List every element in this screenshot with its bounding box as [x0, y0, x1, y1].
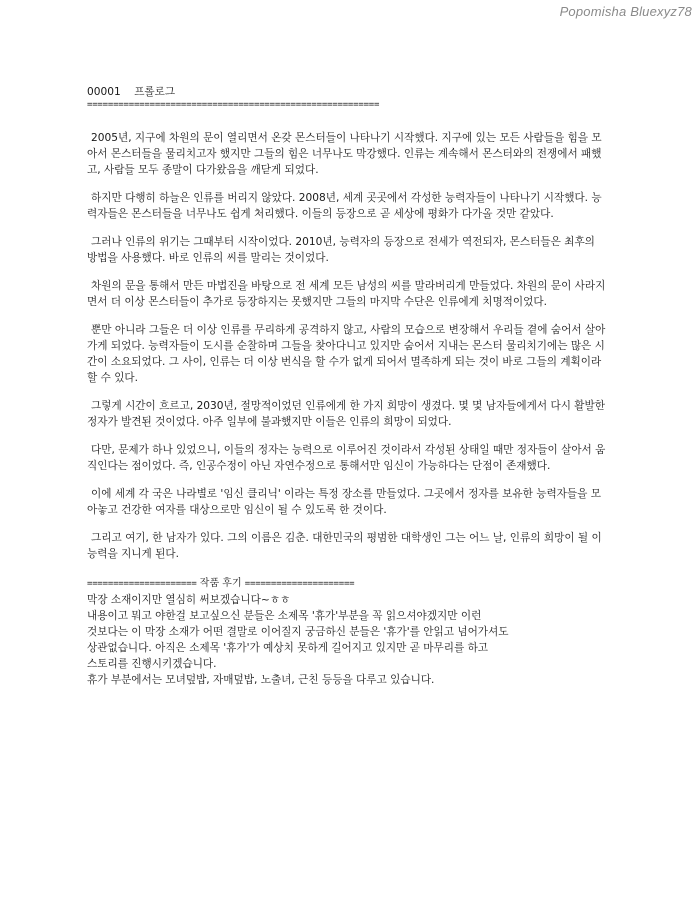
note-line-1: 막장 소재이지만 열심히 써보겠습니다~ㅎㅎ: [87, 594, 291, 606]
note-rule-right: =====================: [244, 579, 355, 589]
paragraph-7: 다만, 문제가 하나 있었으니, 이들의 정자는 능력으로 이루어진 것이라서 각성된 상태일 때만 정자들이 살아서 움직인다는 점이었다. 즉, 인공수정이 아닌 자연수정으로 통해서만 임신이 가능하다는 단점이 존재했다.: [87, 444, 606, 472]
paragraph-5: 뿐만 아니라 그들은 더 이상 인류를 무리하게 공격하지 않고, 사람의 모습으로 변장해서 우리들 곁에 숨어서 살아가게 되었다. 능력자들이 도시를 순찰하며 그들을 찾아다니고 있지만 숨어서 지내는 몬스터 물리치기에는 많은 시간이 소요되었다. 그 사이, 인류는 더 이상 번식을 할 수가 없게 되어서 멸족하게 되는 것이 바로 그들의 계획이라 할 수 있다.: [87, 324, 606, 384]
chapter-rule: ========================================================: [87, 100, 380, 110]
note-line-6: 휴가 부분에서는 모녀덮밥, 자매덮밥, 노출녀, 근친 등등을 다루고 있습니다.: [87, 674, 435, 686]
chapter-number: 00001: [87, 86, 121, 98]
note-line-3: 것보다는 이 막장 소재가 어떤 결말로 이어질지 궁금하신 분들은 '휴가'를 안읽고 넘어가셔도: [87, 626, 509, 638]
note-title: 작품 후기: [199, 578, 242, 589]
chapter-header: [87, 84, 607, 100]
paragraph-8: 이에 세계 각 국은 나라별로 '임신 클리닉' 이라는 특정 장소를 만들었다. 그곳에서 정자를 보유한 능력자들을 모아놓고 건강한 여자를 대상으로만 임신이 될 수 있도록 한 것이다.: [87, 488, 601, 516]
paragraph-1: 2005년, 지구에 차원의 문이 열리면서 온갖 몬스터들이 나타나기 시작했다. 지구에 있는 모든 사람들을 힘을 모아서 몬스터들을 물리치고자 했지만 그들의 힘은 너무나도 막강했다. 인류는 계속해서 몬스터와의 전쟁에서 패했고, 사람들 모두 종말이 다가왔음을 깨닫게 되었다.: [87, 132, 602, 176]
note-line-4: 상관없습니다. 아직은 소제목 '휴가'가 예상치 못하게 길어지고 있지만 곧 마무리를 하고: [87, 642, 489, 654]
watermark: Popomisha Bluexyz78: [559, 4, 692, 19]
paragraph-2: 하지만 다행히 하늘은 인류를 버리지 않았다. 2008년, 세계 곳곳에서 각성한 능력자들이 나타나기 시작했다. 능력자들은 몬스터들을 너무나도 쉽게 처리했다. 이들의 등장으로 곧 세상에 평화가 다가올 것만 같았다.: [87, 192, 602, 220]
note-line-5: 스토리를 진행시키겠습니다.: [87, 658, 217, 670]
chapter-title: 프롤로그: [134, 86, 176, 98]
paragraph-4: 차원의 문을 통해서 만든 마법진을 바탕으로 전 세계 모든 남성의 씨를 말라버리게 만들었다. 차원의 문이 사라지면서 더 이상 몬스터들이 추가로 등장하지는 못했지만 그들의 마지막 수단은 인류에게 치명적이었다.: [87, 280, 606, 308]
paragraph-6: 그렇게 시간이 흐르고, 2030년, 절망적이었던 인류에게 한 가지 희망이 생겼다. 몇 몇 남자들에게서 다시 활발한 정자가 발견된 것이었다. 아주 일부에 불과했지만 이들은 인류의 희망이 되었다.: [87, 400, 606, 428]
note-rule-left: =====================: [87, 579, 197, 589]
paragraph-3: 그러나 인류의 위기는 그때부터 시작이었다. 2010년, 능력자의 등장으로 전세가 역전되자, 몬스터들은 최후의 방법을 사용했다. 바로 인류의 씨를 말리는 것이었다.: [87, 236, 595, 264]
author-note-heading: [87, 576, 607, 592]
paragraph-9: 그리고 여기, 한 남자가 있다. 그의 이름은 김춘. 대한민국의 평범한 대학생인 그는 어느 날, 인류의 희망이 될 이 능력을 지니게 된다.: [87, 532, 602, 560]
document-body: [87, 84, 607, 688]
note-line-2: 내용이고 뭐고 야한걸 보고싶으신 분들은 소제목 '휴가'부분을 꼭 읽으셔야겠지만 이런: [87, 610, 482, 622]
